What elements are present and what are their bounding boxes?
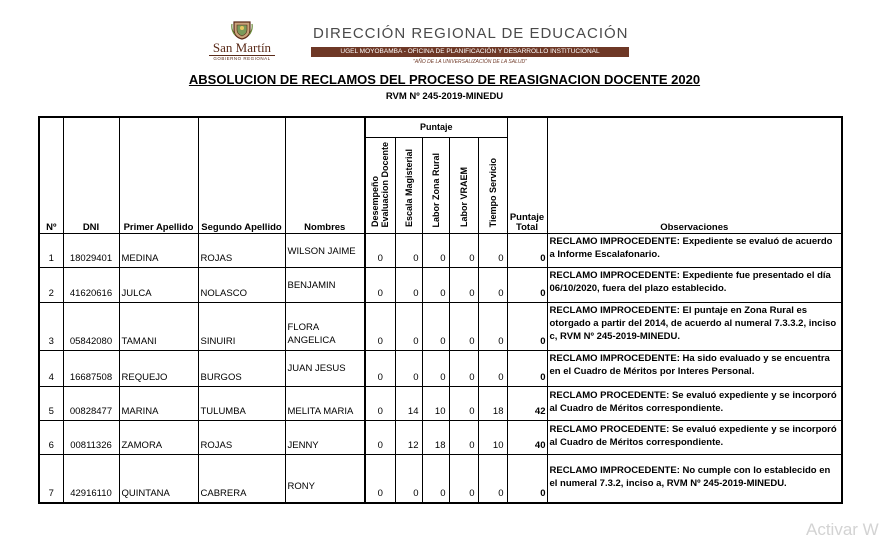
table-row <box>39 233 842 267</box>
table-row <box>39 420 842 454</box>
cell-observaciones: RECLAMO IMPROCEDENTE: Expediente se evaluó de acuerdo a Informe Escalafonario. <box>547 233 842 267</box>
cell-num: 1 <box>39 233 63 267</box>
table-row <box>39 386 842 420</box>
cell-total: 42 <box>507 386 547 420</box>
cell-total: 0 <box>507 350 547 386</box>
table-row <box>39 302 842 350</box>
cell-desempeno: 0 <box>365 386 395 420</box>
cell-total: 0 <box>507 267 547 302</box>
col-group-puntaje: Puntaje <box>365 117 507 137</box>
cell-escala: 14 <box>395 386 422 420</box>
table-row <box>39 350 842 386</box>
cell-segundo-apellido: TULUMBA <box>198 386 285 420</box>
cell-segundo-apellido: ROJAS <box>198 233 285 267</box>
cell-dni: 18029401 <box>63 233 119 267</box>
cell-desempeno: 0 <box>365 233 395 267</box>
cell-rural: 18 <box>422 420 449 454</box>
document-header <box>193 20 643 68</box>
cell-tiempo: 10 <box>478 420 507 454</box>
cell-vraem: 0 <box>449 267 478 302</box>
coat-of-arms-icon <box>231 20 253 40</box>
cell-escala: 0 <box>395 233 422 267</box>
unit-banner: UGEL MOYOBAMBA - OFICINA DE PLANIFICACIÓN Y DESARROLLO INSTITUCIONAL <box>311 47 629 57</box>
cell-rural: 10 <box>422 386 449 420</box>
cell-nombres: RONY <box>285 454 365 503</box>
col-header-observaciones: Observaciones <box>547 117 842 233</box>
cell-segundo-apellido: CABRERA <box>198 454 285 503</box>
cell-nombres: JENNY <box>285 420 365 454</box>
cell-observaciones: RECLAMO IMPROCEDENTE: El puntaje en Zona Rural es otorgado a partir del 2014, de acuerdo al numeral 7.3.3.2, inciso c, RVM Nº 245-2019-MINEDU. <box>547 302 842 350</box>
cell-total: 0 <box>507 233 547 267</box>
cell-num: 6 <box>39 420 63 454</box>
cell-dni: 05842080 <box>63 302 119 350</box>
col-header-vraem <box>449 137 478 233</box>
table-row <box>39 454 842 503</box>
cell-dni: 42916110 <box>63 454 119 503</box>
document-subtitle: RVM Nº 245-2019-MINEDU <box>385 91 504 102</box>
cell-desempeno: 0 <box>365 267 395 302</box>
cell-observaciones: RECLAMO IMPROCEDENTE: Ha sido evaluado y se encuentra en el Cuadro de Méritos por Interes Personal. <box>547 350 842 386</box>
san-martin-logo <box>193 20 291 68</box>
cell-segundo-apellido: NOLASCO <box>198 267 285 302</box>
cell-primer-apellido: MARINA <box>119 386 198 420</box>
col-header-total-text: Puntaje Total <box>509 211 545 233</box>
cell-observaciones: RECLAMO IMPROCEDENTE: Expediente fue presentado el día 06/10/2020, fuera del plazo establecido. <box>547 267 842 302</box>
col-header-desempeno-line1: Desempeño <box>370 176 381 228</box>
col-header-nombres: Nombres <box>285 117 365 233</box>
cell-rural: 0 <box>422 454 449 503</box>
cell-rural: 0 <box>422 350 449 386</box>
cell-desempeno: 0 <box>365 454 395 503</box>
cell-dni: 00811326 <box>63 420 119 454</box>
cell-primer-apellido: REQUEJO <box>119 350 198 386</box>
logo-name: San Martín <box>212 40 272 55</box>
cell-vraem: 0 <box>449 420 478 454</box>
cell-escala: 0 <box>395 267 422 302</box>
col-header-escala-text: Escala Magisterial <box>403 149 414 228</box>
logo-subtitle: GOBIERNO REGIONAL <box>209 55 275 61</box>
col-header-num: Nº <box>39 117 63 233</box>
cell-num: 2 <box>39 267 63 302</box>
document-title <box>0 72 889 87</box>
cell-dni: 41620616 <box>63 267 119 302</box>
cell-vraem: 0 <box>449 386 478 420</box>
cell-vraem: 0 <box>449 350 478 386</box>
cell-nombres: WILSON JAIME <box>285 233 365 267</box>
table-row <box>39 267 842 302</box>
cell-nombres: JUAN JESUS <box>285 350 365 386</box>
cell-tiempo: 18 <box>478 386 507 420</box>
cell-rural: 0 <box>422 233 449 267</box>
col-header-primer-apellido: Primer Apellido <box>119 117 198 233</box>
col-header-tiempo-text: Tiempo Servicio <box>487 158 498 228</box>
col-header-desempeno-line2: Evaluacion Docente <box>380 141 391 228</box>
col-header-rural <box>422 137 449 233</box>
cell-nombres: FLORA ANGELICA <box>285 302 365 350</box>
cell-escala: 0 <box>395 454 422 503</box>
cell-escala: 12 <box>395 420 422 454</box>
col-header-segundo-apellido: Segundo Apellido <box>198 117 285 233</box>
cell-total: 40 <box>507 420 547 454</box>
cell-num: 4 <box>39 350 63 386</box>
col-header-escala <box>395 137 422 233</box>
cell-desempeno: 0 <box>365 302 395 350</box>
claims-table <box>38 116 843 504</box>
cell-total: 0 <box>507 302 547 350</box>
cell-dni: 00828477 <box>63 386 119 420</box>
cell-total: 0 <box>507 454 547 503</box>
cell-nombres: BENJAMIN <box>285 267 365 302</box>
cell-vraem: 0 <box>449 302 478 350</box>
cell-tiempo: 0 <box>478 350 507 386</box>
cell-segundo-apellido: ROJAS <box>198 420 285 454</box>
cell-observaciones: RECLAMO IMPROCEDENTE: No cumple con lo establecido en el numeral 7.3.2, inciso a, RVM Nº 245-2019-MINEDU. <box>547 454 842 503</box>
cell-observaciones: RECLAMO PROCEDENTE: Se evaluó expediente y se incorporó al Cuadro de Méritos correspondiente. <box>547 420 842 454</box>
col-header-desempeno <box>365 137 395 233</box>
cell-num: 3 <box>39 302 63 350</box>
cell-primer-apellido: MEDINA <box>119 233 198 267</box>
cell-num: 5 <box>39 386 63 420</box>
cell-tiempo: 0 <box>478 454 507 503</box>
document-title-text: ABSOLUCION DE RECLAMOS DEL PROCESO DE REASIGNACION DOCENTE 2020 <box>188 72 701 87</box>
col-header-total <box>507 117 547 233</box>
cell-primer-apellido: TAMANI <box>119 302 198 350</box>
cell-primer-apellido: ZAMORA <box>119 420 198 454</box>
cell-desempeno: 0 <box>365 350 395 386</box>
cell-nombres: MELITA MARIA <box>285 386 365 420</box>
cell-escala: 0 <box>395 302 422 350</box>
cell-segundo-apellido: BURGOS <box>198 350 285 386</box>
cell-rural: 0 <box>422 302 449 350</box>
cell-rural: 0 <box>422 267 449 302</box>
col-header-dni: DNI <box>63 117 119 233</box>
cell-segundo-apellido: SINUIRI <box>198 302 285 350</box>
cell-primer-apellido: JULCA <box>119 267 198 302</box>
col-header-tiempo <box>478 137 507 233</box>
cell-vraem: 0 <box>449 233 478 267</box>
cell-num: 7 <box>39 454 63 503</box>
cell-dni: 16687508 <box>63 350 119 386</box>
cell-tiempo: 0 <box>478 302 507 350</box>
col-header-vraem-text: Labor VRAEM <box>458 167 469 228</box>
windows-activation-watermark: Activar W <box>806 520 879 539</box>
year-motto: "AÑO DE LA UNIVERSALIZACIÓN DE LA SALUD" <box>413 59 527 65</box>
cell-desempeno: 0 <box>365 420 395 454</box>
cell-vraem: 0 <box>449 454 478 503</box>
cell-tiempo: 0 <box>478 267 507 302</box>
cell-observaciones: RECLAMO PROCEDENTE: Se evaluó expediente y se incorporó al Cuadro de Méritos correspondiente. <box>547 386 842 420</box>
institution-title: DIRECCIÓN REGIONAL DE EDUCACIÓN <box>313 25 629 42</box>
cell-escala: 0 <box>395 350 422 386</box>
cell-primer-apellido: QUINTANA <box>119 454 198 503</box>
col-header-rural-text: Labor Zona Rural <box>430 152 441 228</box>
cell-tiempo: 0 <box>478 233 507 267</box>
